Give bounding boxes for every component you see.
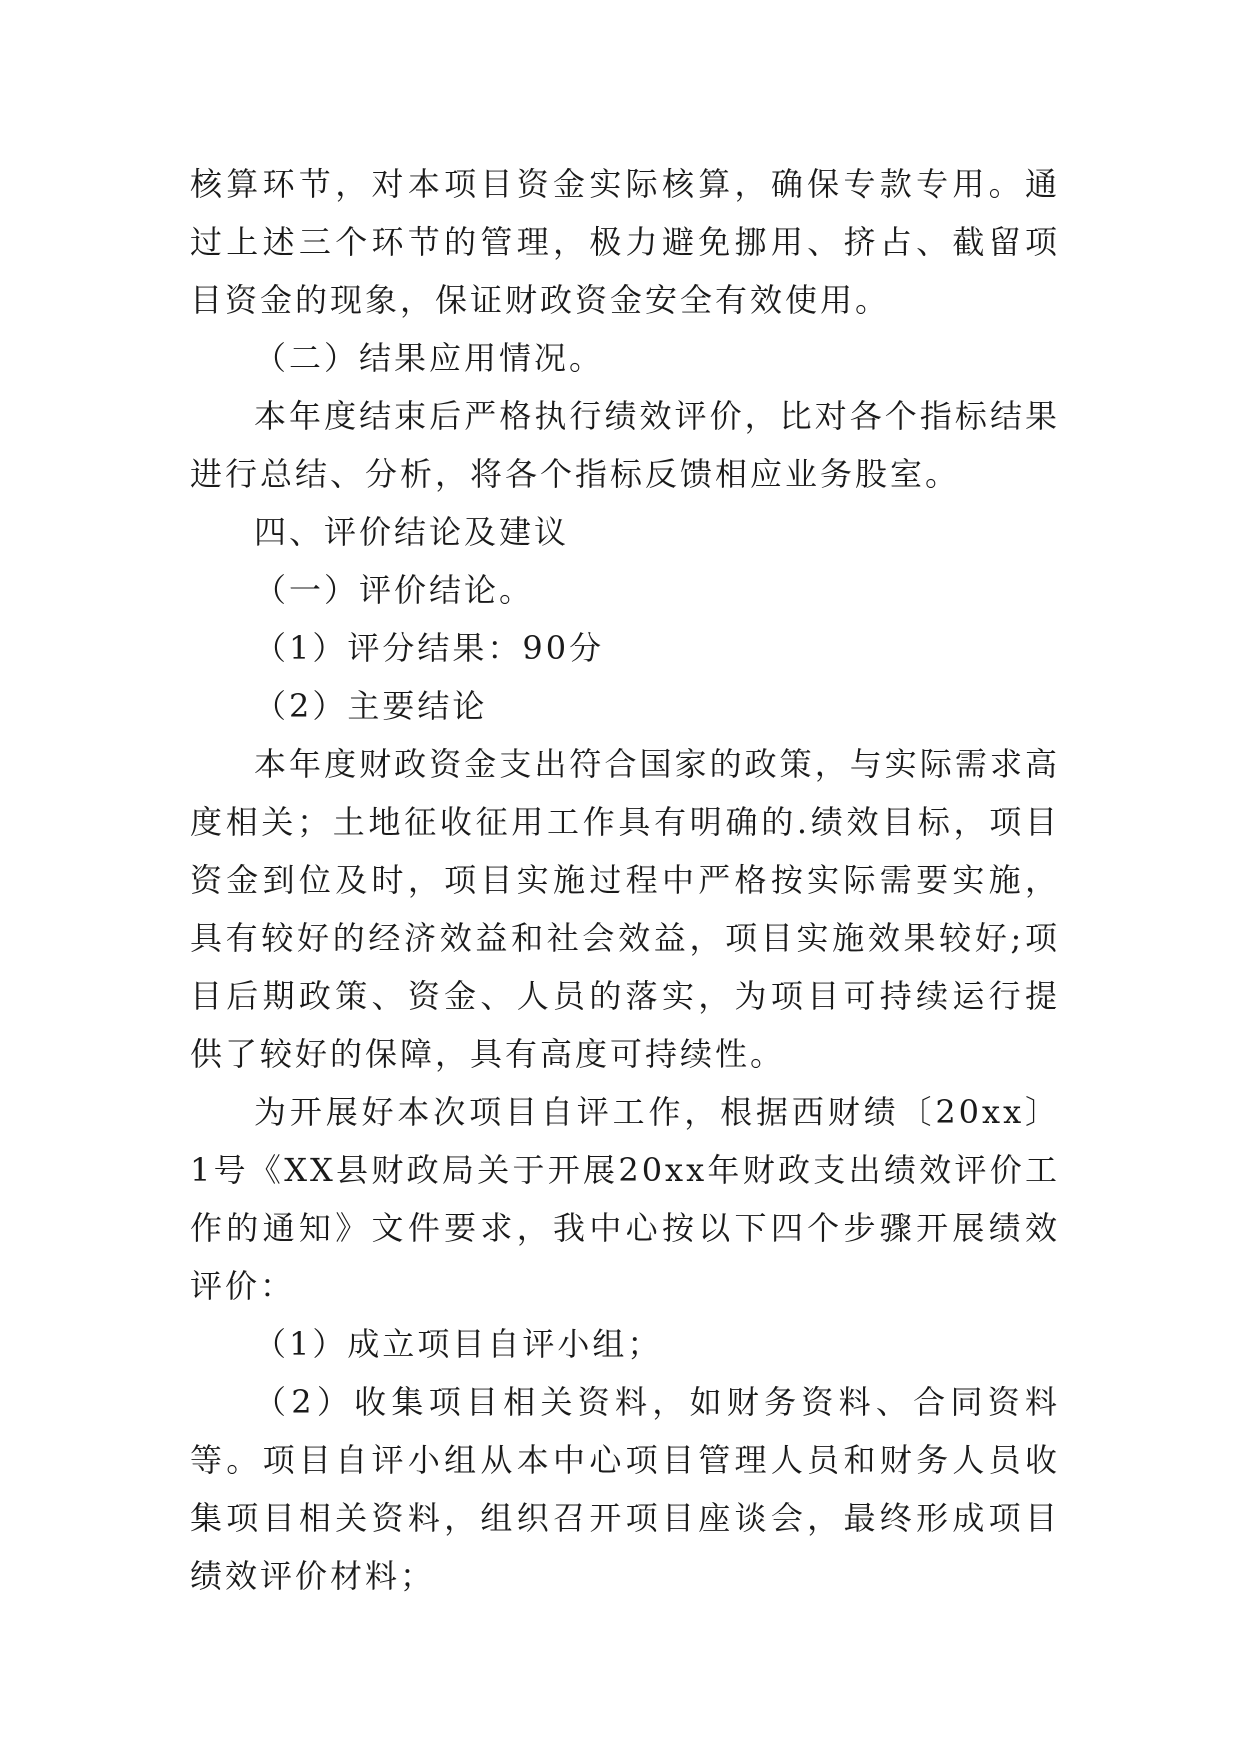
section-heading-conclusions: 四、评价结论及建议 bbox=[254, 513, 570, 551]
paragraph-result-application: 本年度结束后严格执行绩效评价，比对各个指标结果进行总结、分析，将各个指标反馈相应业务股室。 bbox=[190, 397, 1060, 493]
paragraph-fund-accounting: 核算环节，对本项目资金实际核算，确保专款专用。通过上述三个环节的管理，极力避免挪用、挤占、截留项目资金的现象，保证财政资金安全有效使用。 bbox=[190, 165, 1060, 319]
item-score-result: （1）评分结果：90分 bbox=[254, 629, 605, 667]
document-body bbox=[190, 155, 1060, 1605]
paragraph-main-conclusion: 本年度财政资金支出符合国家的政策，与实际需求高度相关；土地征收征用工作具有明确的.绩效目标，项目资金到位及时，项目实施过程中严格按实际需要实施，具有较好的经济效益和社会效益，项目实施效果较好;项目后期政策、资金、人员的落实，为项目可持续运行提供了较好的保障，具有高度可持续性。 bbox=[190, 745, 1060, 1073]
paragraph-evaluation-steps: 为开展好本次项目自评工作，根据西财绩〔20xx〕1号《XX县财政局关于开展20xx年财政支出绩效评价工作的通知》文件要求，我中心按以下四个步骤开展绩效评价： bbox=[190, 1093, 1060, 1305]
item-main-conclusion: （2）主要结论 bbox=[254, 687, 488, 725]
heading-result-application: （二）结果应用情况。 bbox=[254, 339, 605, 377]
step-item-1: （1）成立项目自评小组； bbox=[254, 1325, 663, 1363]
heading-evaluation-conclusion: （一）评价结论。 bbox=[254, 571, 535, 609]
step-item-2: （2）收集项目相关资料，如财务资料、合同资料等。项目自评小组从本中心项目管理人员和财务人员收集项目相关资料，组织召开项目座谈会，最终形成项目绩效评价材料； bbox=[190, 1383, 1060, 1595]
